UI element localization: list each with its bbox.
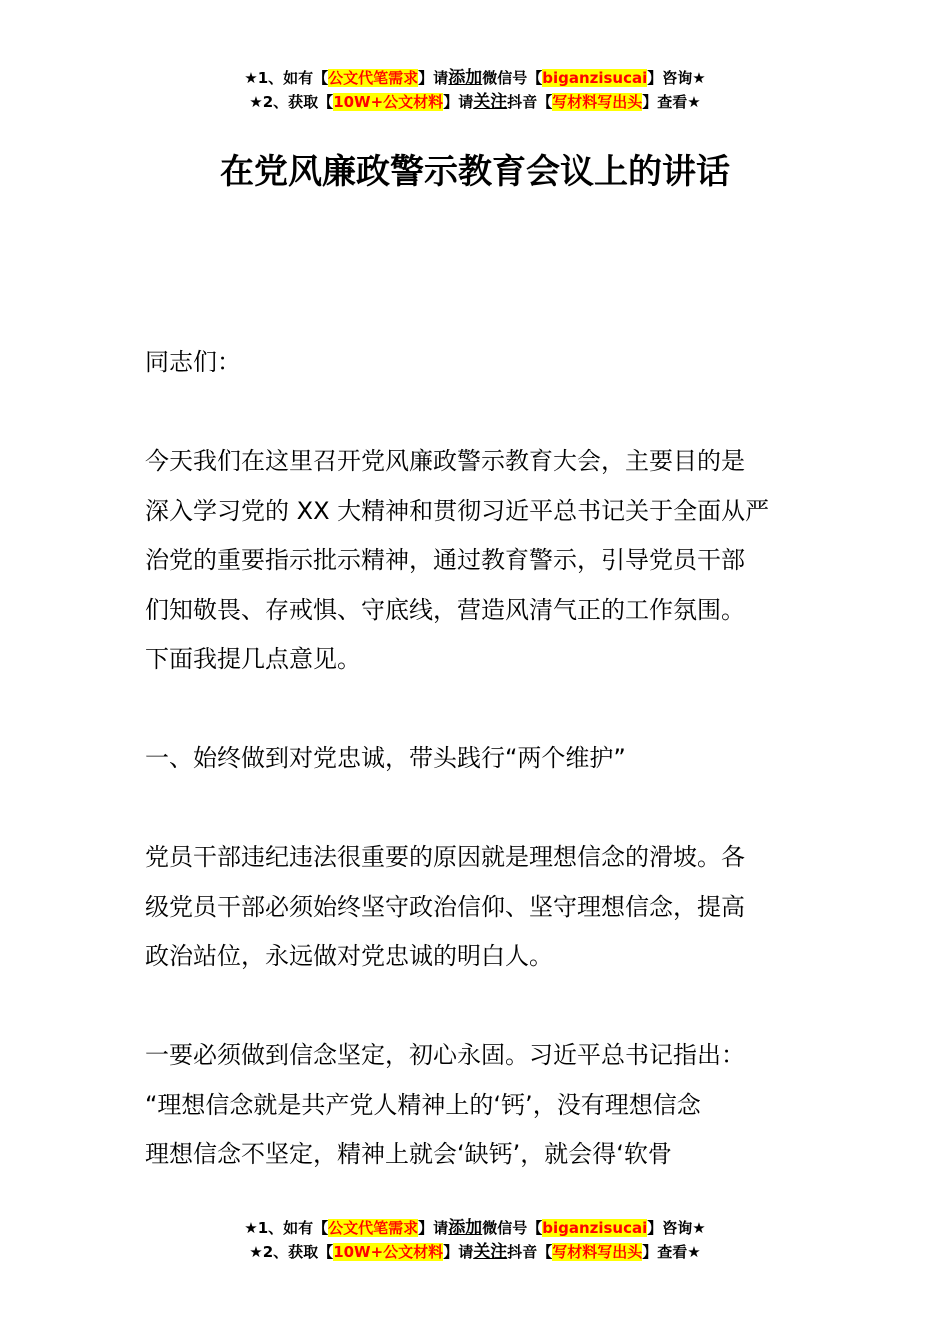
material-highlight: 10W+公文材料 — [333, 93, 444, 111]
text-line: 级党员干部必须始终坚守政治信仰、坚守理想信念，提高 — [145, 892, 745, 921]
material-highlight: 10W+公文材料 — [333, 1243, 444, 1261]
follow-emphasis: 关注 — [473, 1242, 508, 1262]
notice-text: 】请 — [443, 1243, 474, 1261]
wechat-id-highlight: biganzisucai — [542, 1219, 648, 1237]
service-highlight: 公文代笔需求 — [328, 1219, 419, 1237]
notice-suffix: 】咨询★ — [647, 1219, 706, 1237]
notice-text: 】请 — [443, 93, 474, 111]
text-line: 治党的重要指示批示精神，通过教育警示，引导党员干部 — [145, 546, 745, 574]
text-line: 党员干部违纪违法很重要的原因就是理想信念的滑坡。各 — [145, 843, 745, 871]
body-paragraph — [145, 1031, 810, 1180]
add-emphasis: 添加 — [448, 68, 483, 88]
body-paragraph — [145, 833, 810, 982]
notice-text: 】请 — [418, 1219, 449, 1237]
douyin-id-highlight: 写材料写出头 — [552, 1243, 643, 1261]
notice-text: 】请 — [418, 69, 449, 87]
notice-text: 微信号【 — [482, 1219, 543, 1237]
footer-notice — [0, 1216, 950, 1264]
intro-paragraph — [145, 437, 810, 685]
header-notice — [0, 66, 950, 114]
text-line: 下面我提几点意见。 — [145, 645, 361, 673]
document-title: 在党风廉政警示教育会议上的讲话 — [220, 152, 730, 192]
notice-prefix: ★1、如有【 — [244, 1219, 329, 1237]
text-line: 一要必须做到信念坚定，初心永固。习近平总书记指出： — [145, 1041, 745, 1069]
salutation: 同志们： — [145, 348, 241, 376]
text-line: “理想信念就是共产党人精神上的‘钙’，没有理想信念 — [145, 1090, 701, 1119]
section-heading: 一、始终做到对党忠诚，带头践行“两个维护” — [145, 744, 626, 772]
notice-text: 抖音【 — [507, 1243, 553, 1261]
text-line: 政治站位，永远做对党忠诚的明白人。 — [145, 942, 553, 970]
notice-line-2 — [0, 90, 950, 114]
service-highlight: 公文代笔需求 — [328, 69, 419, 87]
notice-prefix: ★2、获取【 — [249, 93, 334, 111]
notice-suffix: 】查看★ — [642, 1243, 701, 1261]
notice-line-2 — [0, 1240, 950, 1264]
text-line: 们知敬畏、存戒惧、守底线，营造风清气正的工作氛围。 — [145, 595, 745, 624]
notice-prefix: ★1、如有【 — [244, 69, 329, 87]
notice-text: 抖音【 — [507, 93, 553, 111]
douyin-id-highlight: 写材料写出头 — [552, 93, 643, 111]
notice-text: 微信号【 — [482, 69, 543, 87]
notice-line-1 — [0, 1216, 950, 1240]
wechat-id-highlight: biganzisucai — [542, 69, 648, 87]
notice-suffix: 】查看★ — [642, 93, 701, 111]
follow-emphasis: 关注 — [473, 92, 508, 112]
document-body — [145, 338, 810, 1180]
add-emphasis: 添加 — [448, 1218, 483, 1238]
notice-prefix: ★2、获取【 — [249, 1243, 334, 1261]
text-line: 今天我们在这里召开党风廉政警示教育大会，主要目的是 — [145, 447, 745, 475]
notice-suffix: 】咨询★ — [647, 69, 706, 87]
text-line: 深入学习党的 XX 大精神和贯彻习近平总书记关于全面从严 — [145, 496, 770, 525]
notice-line-1 — [0, 66, 950, 90]
text-line: 理想信念不坚定，精神上就会‘缺钙’，就会得‘软骨 — [145, 1140, 672, 1168]
